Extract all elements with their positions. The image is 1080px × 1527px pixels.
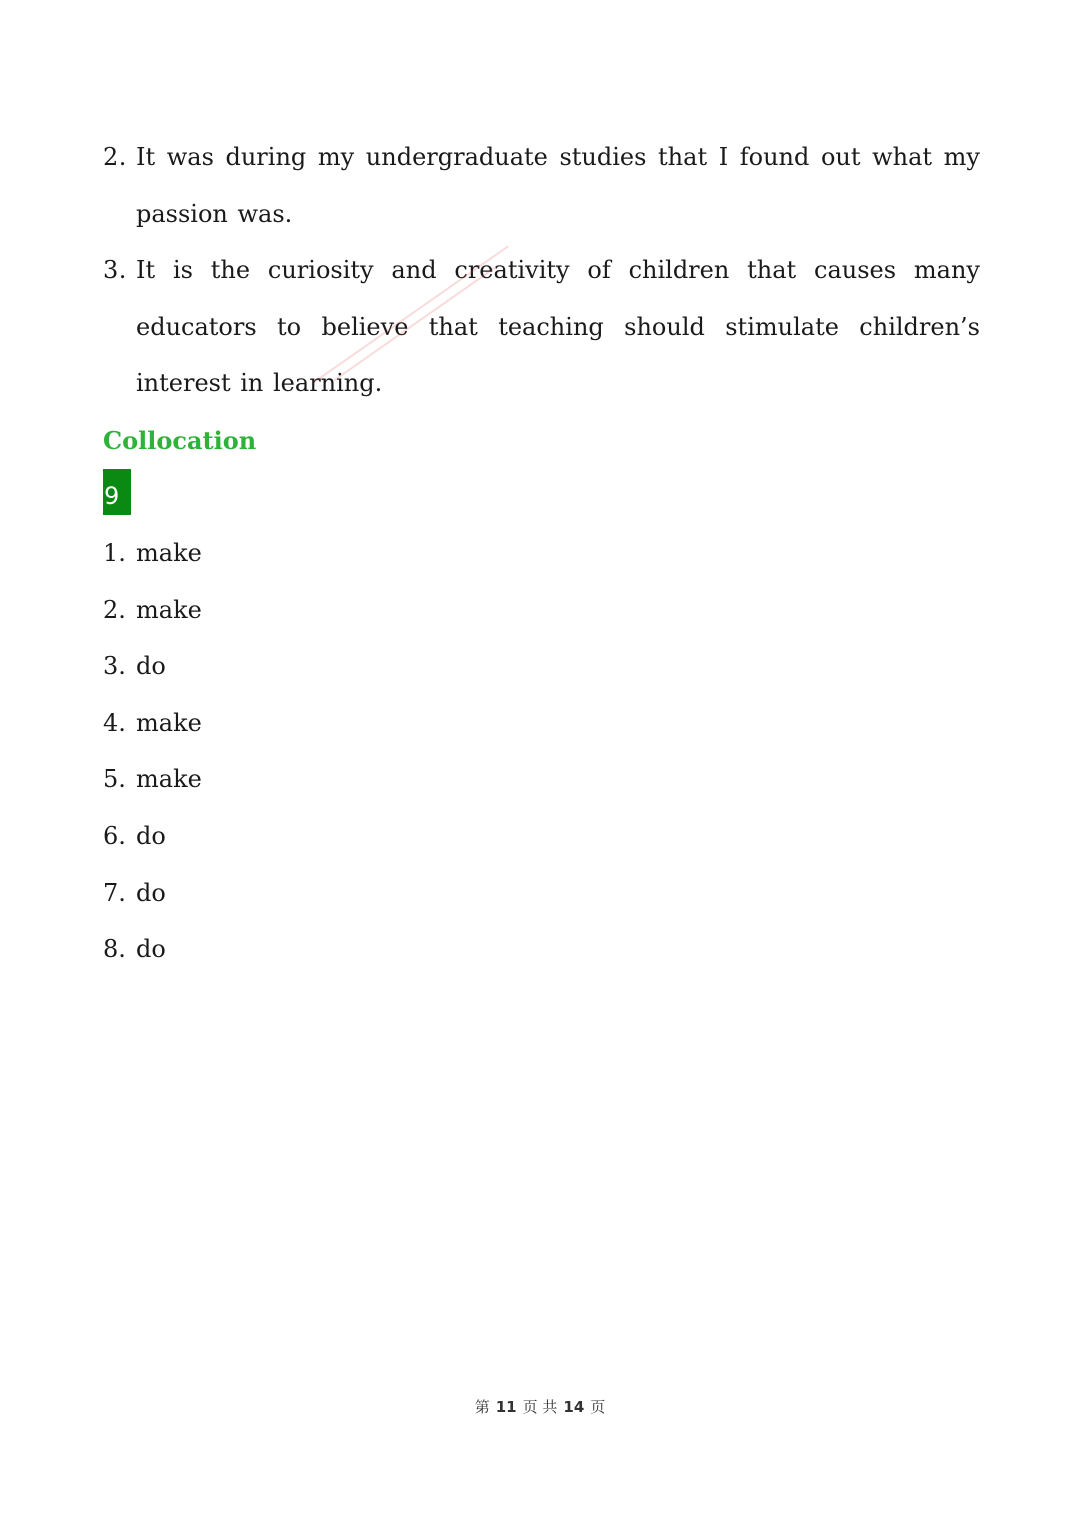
- item-number: 2.: [103, 143, 127, 171]
- item-number: 3.: [103, 256, 127, 284]
- answer-text: make: [136, 595, 202, 624]
- sentence-item: [103, 129, 980, 242]
- sentence-text: It is the curiosity and creativity of children that causes many educators to believe that teaching should stimulate children’s interest in learning.: [136, 256, 980, 397]
- answer-text: make: [136, 765, 202, 794]
- answer-text: do: [136, 652, 166, 681]
- answer-item: [103, 921, 202, 978]
- item-number: 2.: [103, 595, 126, 624]
- answer-text: do: [136, 935, 166, 964]
- footer-middle: 页 共: [522, 1398, 558, 1416]
- answer-item: [103, 865, 202, 922]
- item-number: 3.: [103, 652, 126, 681]
- footer-prefix: 第: [474, 1398, 490, 1416]
- total-pages-number: 14: [563, 1398, 585, 1416]
- answer-text: make: [136, 708, 202, 737]
- item-number: 7.: [103, 878, 126, 907]
- answer-item: [103, 808, 202, 865]
- current-page-number: 11: [495, 1398, 517, 1416]
- item-number: 1.: [103, 539, 126, 567]
- answer-item: [103, 638, 202, 695]
- section-heading: Collocation: [103, 426, 257, 455]
- answer-text: make: [136, 539, 202, 567]
- item-number: 6.: [103, 821, 126, 850]
- answer-item: [103, 582, 202, 639]
- answer-text: do: [136, 821, 166, 850]
- exercise-number-badge: 9: [103, 469, 131, 515]
- item-number: 8.: [103, 935, 126, 964]
- answer-list: [103, 525, 202, 978]
- answer-item: [103, 695, 202, 752]
- sentence-item: [103, 242, 980, 412]
- answer-item: [103, 525, 202, 582]
- answer-text: do: [136, 878, 166, 907]
- sentence-text: It was during my undergraduate studies that I found out what my passion was.: [136, 143, 980, 228]
- item-number: 4.: [103, 708, 126, 737]
- footer-suffix: 页: [590, 1398, 606, 1416]
- page-footer: [0, 1396, 1080, 1418]
- answer-item: [103, 751, 202, 808]
- item-number: 5.: [103, 765, 126, 794]
